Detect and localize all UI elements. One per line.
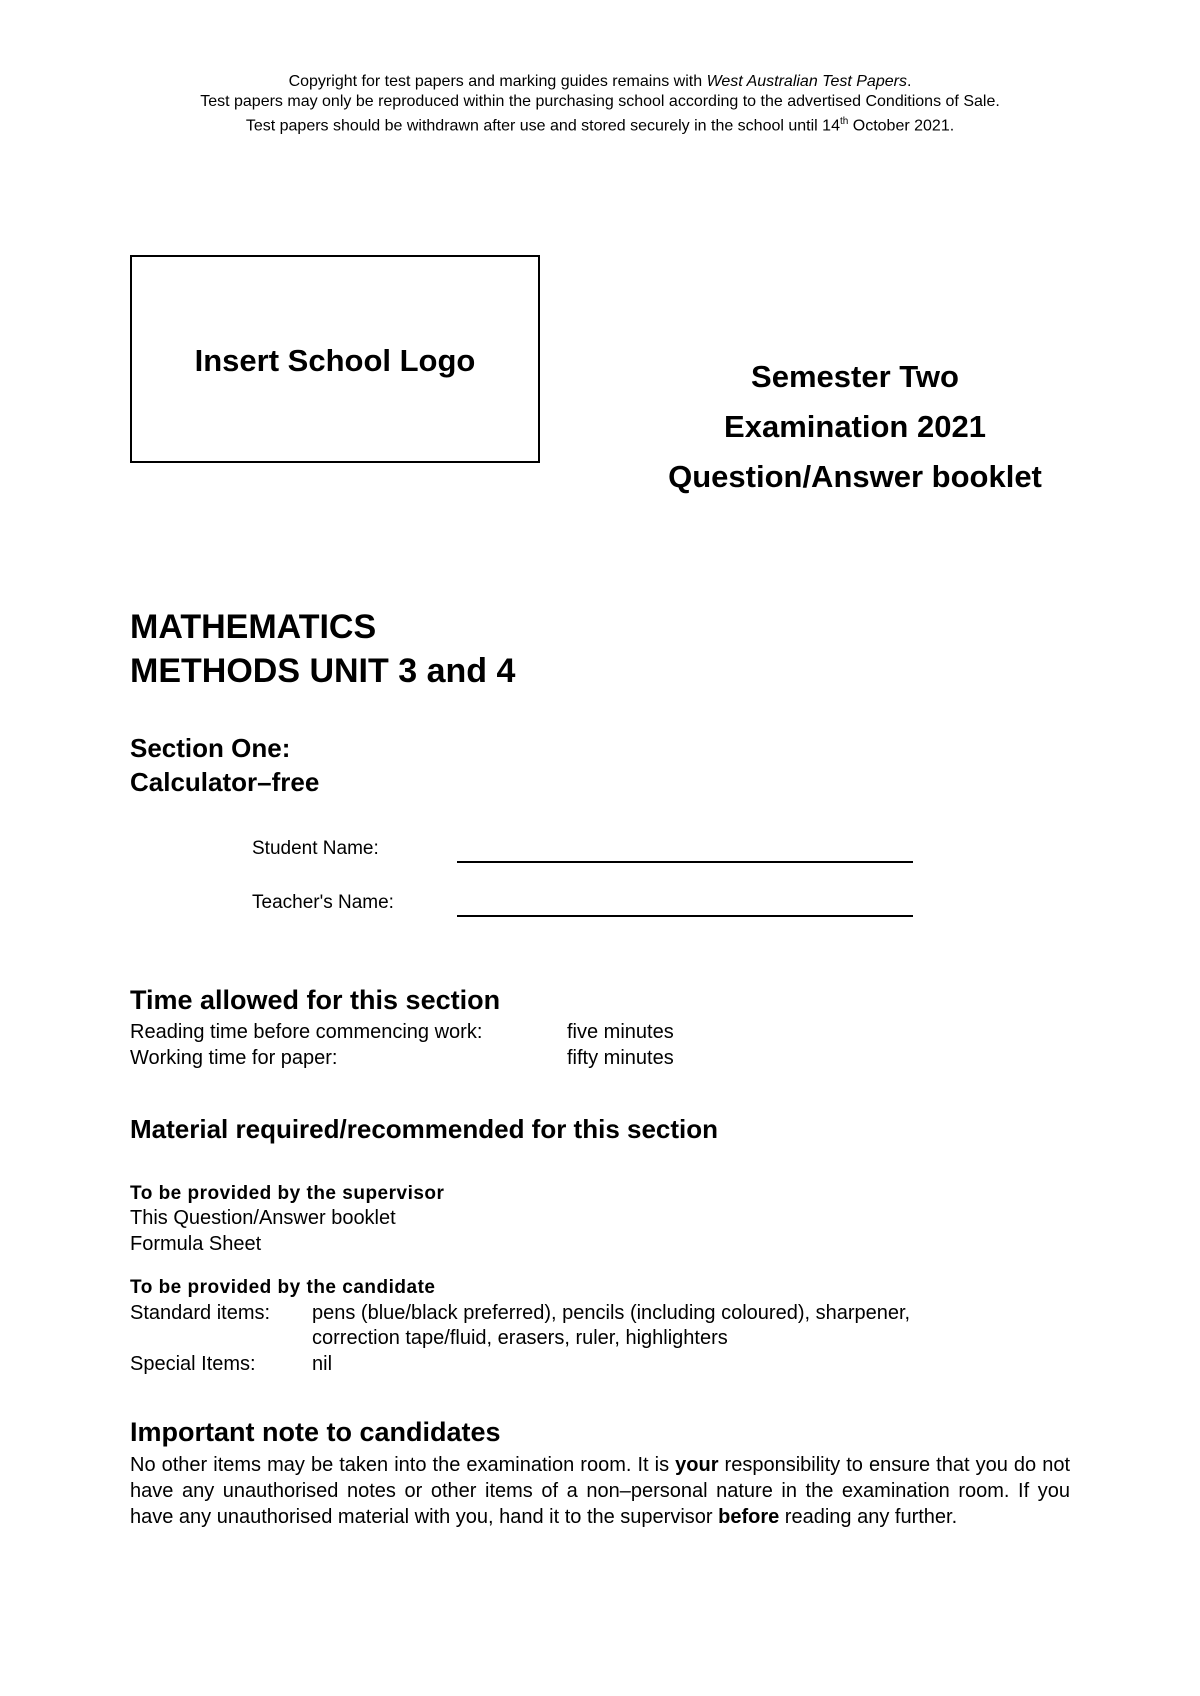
working-time-value: fifty minutes — [567, 1047, 674, 1069]
important-note-heading: Important note to candidates — [130, 1417, 501, 1447]
copyright-line-3-text: Test papers should be withdrawn after use and stored securely in the school until 14 — [245, 117, 840, 135]
supervisor-heading: To be provided by the supervisor — [130, 1183, 445, 1204]
special-items-label: Special Items: — [130, 1353, 256, 1375]
publisher-name: West Australian Test Papers — [706, 73, 907, 90]
copyright-line-2: Test papers may only be reproduced within the purchasing school according to the advertised Conditions of Sale. — [200, 93, 1000, 110]
copyright-line-1 — [0, 72, 1200, 92]
copyright-line-3-end: October 2021. — [848, 117, 955, 135]
candidate-heading: To be provided by the candidate — [130, 1277, 436, 1298]
copyright-notice — [0, 72, 1200, 136]
copyright-line-1-text: Copyright for test papers and marking guides remains with — [288, 73, 707, 90]
copyright-line-3-sup: th — [839, 116, 849, 127]
section-line-2: Calculator–free — [130, 767, 320, 797]
school-logo-placeholder — [130, 255, 540, 463]
section-title — [130, 731, 319, 799]
teacher-name-label: Teacher's Name: — [252, 892, 394, 913]
working-time-label: Working time for paper: — [130, 1047, 338, 1069]
material-heading: Material required/recommended for this section — [130, 1114, 719, 1144]
teacher-name-field[interactable] — [457, 915, 913, 917]
exam-title-line-3: Question/Answer booklet — [668, 459, 1042, 494]
student-name-field[interactable] — [457, 861, 913, 863]
copyright-line-1-end: . — [906, 73, 912, 90]
section-line-1: Section One: — [130, 733, 291, 763]
supervisor-item-formula-sheet: Formula Sheet — [130, 1233, 262, 1255]
student-name-label: Student Name: — [252, 838, 379, 859]
logo-placeholder-text: Insert School Logo — [194, 343, 476, 378]
standard-items-line-2: correction tape/fluid, erasers, ruler, highlighters — [312, 1327, 728, 1349]
special-items-value: nil — [312, 1353, 333, 1375]
copyright-line-3 — [0, 112, 1200, 136]
reading-time-value: five minutes — [567, 1021, 674, 1043]
supervisor-item-booklet: This Question/Answer booklet — [130, 1207, 396, 1229]
standard-items-line-1: pens (blue/black preferred), pencils (including coloured), sharpener, — [312, 1302, 911, 1324]
subject-line-1: MATHEMATICS — [130, 608, 377, 646]
exam-title-line-2: Examination 2021 — [724, 409, 986, 444]
note-text-part-3: reading any further. — [779, 1506, 958, 1528]
subject-line-2: METHODS UNIT 3 and 4 — [130, 652, 516, 690]
exam-title — [640, 352, 1070, 502]
important-note-text — [130, 1452, 1070, 1530]
note-emphasis-before: before — [718, 1506, 780, 1528]
note-emphasis-your: your — [675, 1454, 719, 1476]
subject-title — [130, 605, 515, 693]
note-text-part-1: No other items may be taken into the examination room. It is — [130, 1454, 676, 1476]
standard-items-label: Standard items: — [130, 1302, 271, 1324]
exam-title-line-1: Semester Two — [751, 359, 959, 394]
reading-time-label: Reading time before commencing work: — [130, 1021, 483, 1043]
note-text-part-2: responsibility to ensure that you do not have any unauthorised notes or other items of a non–personal nature in the examination room. If you have any unauthorised material with you, hand it to the supervisor — [130, 1454, 1070, 1528]
time-allowed-heading: Time allowed for this section — [130, 985, 501, 1015]
